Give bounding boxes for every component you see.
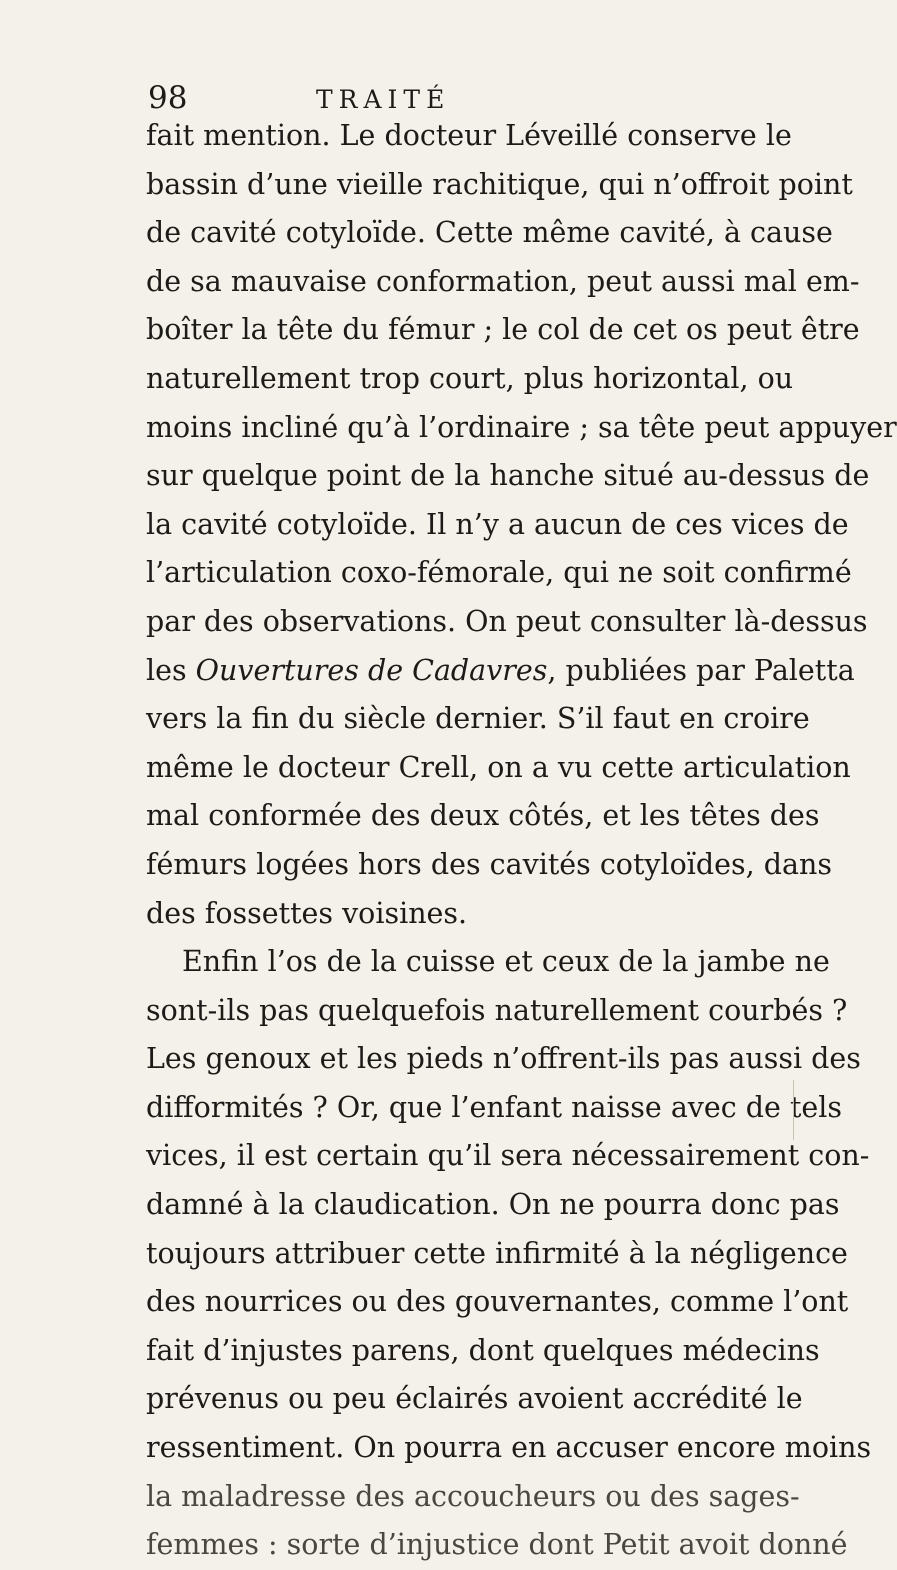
paragraph-end-line: des fossettes voisines.	[146, 896, 468, 930]
text-line: ressentiment. On pourra en accuser encore moins	[146, 1431, 872, 1465]
text-line: fait d’injustes parens, dont quelques médecins	[146, 1333, 820, 1367]
running-title: TRAITÉ	[316, 85, 451, 114]
text-line: la cavité cotyloïde. Il n’y a aucun de ces vices de	[146, 507, 849, 541]
text-line: vers la fin du siècle dernier. S’il faut en croire	[146, 702, 810, 736]
paragraph-start-line: Enfin l’os de la cuisse et ceux de la jambe ne	[182, 945, 830, 979]
text-line: damné à la claudication. On ne pourra donc pas	[146, 1188, 840, 1222]
text-line: boîter la tête du fémur ; le col de cet os peut être	[146, 313, 860, 347]
text-segment: les	[146, 653, 196, 687]
text-line: prévenus ou peu éclairés avoient accrédité le	[146, 1382, 803, 1416]
page-edge-mark	[793, 1080, 800, 1140]
text-line: de cavité cotyloïde. Cette même cavité, à cause	[146, 216, 833, 250]
text-line: fait mention. Le docteur Léveillé conserve le	[146, 119, 792, 152]
text-line: sur quelque point de la hanche situé au-dessus de	[146, 459, 870, 493]
text-line: même le docteur Crell, on a vu cette articulation	[146, 750, 851, 784]
text-line: l’articulation coxo-fémorale, qui ne soit confirmé	[146, 556, 852, 590]
text-line: difformités ? Or, que l’enfant naisse avec de tels	[146, 1090, 843, 1124]
text-line: moins incliné qu’à l’ordinaire ; sa tête peut appuyer	[146, 410, 897, 444]
page-number: 98	[148, 80, 188, 116]
text-line: naturellement trop court, plus horizontal, ou	[146, 361, 794, 395]
text-line: toujours attribuer cette infirmité à la négligence	[146, 1236, 848, 1270]
text-line: mal conformée des deux côtés, et les têtes des	[146, 799, 820, 833]
text-line: la maladresse des accoucheurs ou des sages-	[146, 1479, 800, 1513]
text-line: de sa mauvaise conformation, peut aussi mal em-	[146, 264, 860, 298]
text-line: vices, il est certain qu’il sera nécessairement con-	[146, 1139, 870, 1173]
text-line: sont-ils pas quelquefois naturellement courbés ?	[146, 993, 848, 1027]
cited-work-title: Ouvertures de Cadavres	[195, 653, 548, 687]
body-text	[146, 112, 897, 1570]
text-segment: , publiées par Paletta	[547, 653, 855, 687]
text-line: bassin d’une vieille rachitique, qui n’offroit point	[146, 167, 853, 201]
text-line: femmes : sorte d’injustice dont Petit avoit donné	[146, 1528, 848, 1562]
text-line: des nourrices ou des gouvernantes, comme l’ont	[146, 1285, 849, 1319]
text-line: Les genoux et les pieds n’offrent-ils pas aussi des	[146, 1042, 861, 1076]
text-line-with-title	[146, 647, 855, 696]
text-line: par des observations. On peut consulter là-dessus	[146, 604, 868, 638]
text-line: fémurs logées hors des cavités cotyloïdes, dans	[146, 847, 832, 881]
